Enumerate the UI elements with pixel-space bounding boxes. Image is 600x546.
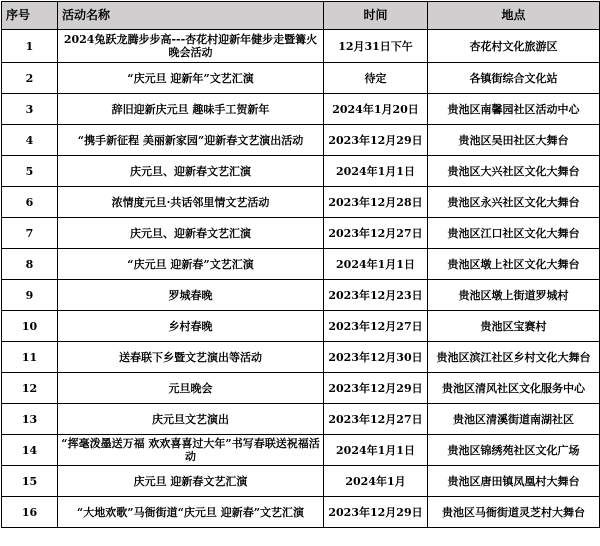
cell-time: 2023年12月29日: [324, 125, 428, 156]
cell-time: 2023年12月27日: [324, 218, 428, 249]
table-row: [2, 30, 600, 63]
cell-activity-name: “庆元旦 迎新年”文艺汇演: [58, 63, 324, 94]
cell-no: 10: [2, 311, 58, 342]
cell-activity-name: “携手新征程 美丽新家园”迎新春文艺演出活动: [58, 125, 324, 156]
cell-activity-name: 辞旧迎新庆元旦 趣味手工贺新年: [58, 94, 324, 125]
table-row: [2, 125, 600, 156]
table-row: [2, 342, 600, 373]
cell-location: 贵池区永兴社区文化大舞台: [428, 187, 600, 218]
cell-no: 13: [2, 404, 58, 435]
cell-no: 2: [2, 63, 58, 94]
cell-time: 2023年12月23日: [324, 280, 428, 311]
cell-location: 贵池区江口社区文化大舞台: [428, 218, 600, 249]
cell-time: 2023年12月29日: [324, 373, 428, 404]
cell-location: 贵池区滨江社区乡村文化大舞台: [428, 342, 600, 373]
cell-no: 12: [2, 373, 58, 404]
table-row: [2, 435, 600, 466]
header-no: 序号: [2, 2, 58, 30]
table-row: [2, 249, 600, 280]
header-activity-name: 活动名称: [58, 2, 324, 30]
cell-time: 待定: [324, 63, 428, 94]
cell-activity-name: 送春联下乡暨文艺演出等活动: [58, 342, 324, 373]
cell-location: 贵池区南馨园社区活动中心: [428, 94, 600, 125]
table-row: [2, 218, 600, 249]
cell-activity-name: “挥毫泼墨送万福 欢欢喜喜过大年”书写春联送祝福活动: [58, 435, 324, 466]
cell-time: 12月31日下午: [324, 30, 428, 63]
cell-time: 2023年12月30日: [324, 342, 428, 373]
cell-no: 6: [2, 187, 58, 218]
table-row: [2, 373, 600, 404]
table-header: [2, 2, 600, 30]
cell-no: 5: [2, 156, 58, 187]
cell-activity-name: 乡村春晚: [58, 311, 324, 342]
cell-location: 贵池区唐田镇凤凰村大舞台: [428, 466, 600, 497]
cell-activity-name: “庆元旦 迎新春”文艺汇演: [58, 249, 324, 280]
cell-activity-name: 罗城春晚: [58, 280, 324, 311]
cell-activity-name: 浓情度元旦·共话邻里情文艺活动: [58, 187, 324, 218]
table-row: [2, 156, 600, 187]
cell-no: 7: [2, 218, 58, 249]
table-row: [2, 63, 600, 94]
table-row: [2, 497, 600, 528]
cell-time: 2024年1月20日: [324, 94, 428, 125]
cell-no: 15: [2, 466, 58, 497]
cell-no: 3: [2, 94, 58, 125]
cell-no: 8: [2, 249, 58, 280]
cell-activity-name: 2024兔跃龙腾步步高---杏花村迎新年健步走暨篝火晚会活动: [58, 30, 324, 63]
cell-activity-name: “大地欢歌”马衙街道“庆元旦 迎新春”文艺汇演: [58, 497, 324, 528]
header-location: 地点: [428, 2, 600, 30]
cell-location: 贵池区马衙街道灵芝村大舞台: [428, 497, 600, 528]
cell-no: 11: [2, 342, 58, 373]
table-row: [2, 466, 600, 497]
table-row: [2, 311, 600, 342]
cell-activity-name: 元旦晚会: [58, 373, 324, 404]
cell-no: 14: [2, 435, 58, 466]
cell-time: 2023年12月27日: [324, 311, 428, 342]
table-body: [2, 30, 600, 528]
header-time: 时间: [324, 2, 428, 30]
cell-location: 贵池区清风社区文化服务中心: [428, 373, 600, 404]
cell-location: 贵池区清溪街道南湖社区: [428, 404, 600, 435]
table-row: [2, 404, 600, 435]
cell-no: 4: [2, 125, 58, 156]
cell-activity-name: 庆元旦、迎新春文艺汇演: [58, 156, 324, 187]
cell-no: 9: [2, 280, 58, 311]
cell-time: 2023年12月28日: [324, 187, 428, 218]
cell-activity-name: 庆元旦、迎新春文艺汇演: [58, 218, 324, 249]
events-table: [1, 1, 600, 528]
cell-location: 贵池区锦绣苑社区文化广场: [428, 435, 600, 466]
cell-location: 杏花村文化旅游区: [428, 30, 600, 63]
cell-no: 16: [2, 497, 58, 528]
cell-activity-name: 庆元旦 迎新春文艺汇演: [58, 466, 324, 497]
cell-no: 1: [2, 30, 58, 63]
cell-location: 贵池区墩上社区文化大舞台: [428, 249, 600, 280]
cell-time: 2024年1月1日: [324, 435, 428, 466]
table-row: [2, 280, 600, 311]
cell-time: 2023年12月27日: [324, 404, 428, 435]
cell-time: 2024年1月1日: [324, 249, 428, 280]
cell-time: 2023年12月29日: [324, 497, 428, 528]
cell-location: 贵池区墩上街道罗城村: [428, 280, 600, 311]
cell-activity-name: 庆元旦文艺演出: [58, 404, 324, 435]
cell-location: 贵池区宝赛村: [428, 311, 600, 342]
cell-time: 2024年1月: [324, 466, 428, 497]
cell-time: 2024年1月1日: [324, 156, 428, 187]
cell-location: 贵池区吴田社区大舞台: [428, 125, 600, 156]
table-row: [2, 187, 600, 218]
table-row: [2, 94, 600, 125]
cell-location: 贵池区大兴社区文化大舞台: [428, 156, 600, 187]
cell-location: 各镇街综合文化站: [428, 63, 600, 94]
